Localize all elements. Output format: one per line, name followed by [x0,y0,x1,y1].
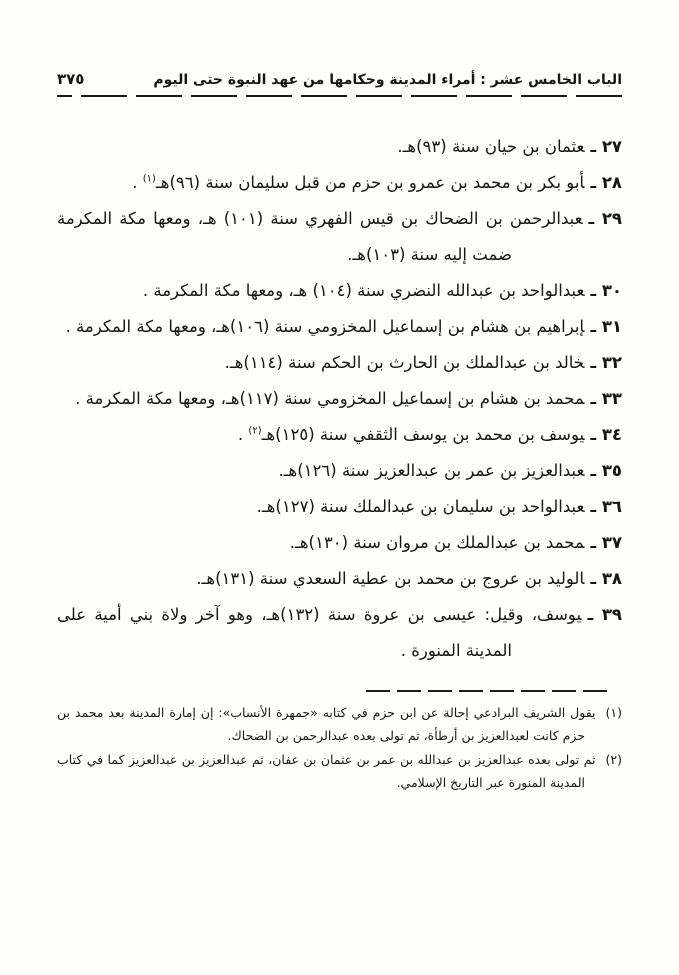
list-item [57,417,622,453]
item-text: إبراهيم بن هشام بن إسماعيل المخزومي سنة (١٠٦)هـ، ومعها مكة المكرمة . [65,317,585,336]
item-tail: . [132,173,143,192]
item-number: ٢٧ ـ [590,137,622,156]
item-text: عبدالواحد بن عبدالله النضري سنة (١٠٤) هـ، ومعها مكة المكرمة . [142,281,585,300]
item-number: ٣٧ ـ [590,533,622,552]
footnote-text: ثم تولى بعده عبدالعزيز بن عبدالله بن عمر بن عثمان بن عفان، ثم عبدالعزيز بن عبدالعزيز كما في كتاب المدينة المنورة عبر التاريخ الإسلامي. [57,752,596,790]
list-item [57,525,622,561]
page-header [57,70,622,88]
item-number: ٣٩ ـ [587,605,622,624]
item-number: ٢٨ ـ [590,173,622,192]
item-number: ٣٦ ـ [590,497,622,516]
footnote-marker: (٢) [605,752,622,767]
footnote-text: يقول الشريف البرادعي إحالة عن ابن حزم في كتابه «جمهرة الأنساب»: إن إمارة المدينة بعد محمد بن حزم كانت لعبدالعزيز بن أرطأة، ثم تولى بعده عبدالرحمن بن الضحاك. [57,705,596,743]
footnotes-section [57,690,622,794]
list-item [57,345,622,381]
page-number: ٣٧٥ [57,70,85,88]
list-item [57,309,622,345]
list-item [57,273,622,309]
item-text: عبدالعزيز بن عمر بن عبدالعزيز سنة (١٢٦)هـ. [278,461,585,480]
item-text: محمد بن هشام بن إسماعيل المخزومي سنة (١١٧)هـ، ومعها مكة المكرمة . [75,389,585,408]
item-number: ٣٣ ـ [590,389,622,408]
item-number: ٣١ ـ [590,317,622,336]
item-text: عبدالرحمن بن الضحاك بن قيس الفهري سنة (١٠١) هـ، ومعها مكة المكرمة ضمت إليه سنة (١٠٣)هـ. [57,209,583,264]
footnote-ref: (١) [142,173,156,185]
list-item [57,201,622,273]
governors-list [57,129,622,669]
item-number: ٣٨ ـ [590,569,622,588]
footnote [57,748,622,794]
list-item [57,129,622,165]
item-text: خالد بن عبدالملك بن الحارث بن الحكم سنة (١١٤)هـ. [224,353,585,372]
list-item [57,165,622,201]
list-item [57,489,622,525]
list-item [57,381,622,417]
item-number: ٣٤ ـ [590,425,622,444]
item-text: محمد بن عبدالملك بن مروان سنة (١٣٠)هـ. [289,533,585,552]
item-number: ٣٠ ـ [590,281,622,300]
list-item [57,561,622,597]
item-number: ٣٢ ـ [590,353,622,372]
list-item [57,597,622,669]
item-text: الوليد بن عروج بن محمد بن عطية السعدي سنة (١٣١)هـ. [196,569,585,588]
footnote-ref: (٢) [248,425,262,437]
header-divider [57,95,622,97]
item-tail: . [237,425,249,444]
item-text: يوسف، وقيل: عيسى بن عروة سنة (١٣٢)هـ، وهو آخر ولاة بني أمية على المدينة المنورة . [57,605,582,660]
item-number: ٢٩ ـ [588,209,622,228]
item-text: عثمان بن حيان سنة (٩٣)هـ. [397,137,585,156]
footnote-marker: (١) [605,705,622,720]
footnote [57,701,622,747]
chapter-title: الباب الخامس عشر : أمراء المدينة وحكامها من عهد النبوة حتى اليوم [153,72,622,88]
item-text: أبو بكر بن محمد بن عمرو بن حزم من قبل سليمان سنة (٩٦)هـ [155,173,585,192]
item-number: ٣٥ ـ [590,461,622,480]
list-item [57,453,622,489]
item-text: عبدالواحد بن سليمان بن عبدالملك سنة (١٢٧)هـ. [256,497,585,516]
item-text: يوسف بن محمد بن يوسف الثقفي سنة (١٢٥)هـ [261,425,585,444]
footnote-divider [364,690,607,692]
